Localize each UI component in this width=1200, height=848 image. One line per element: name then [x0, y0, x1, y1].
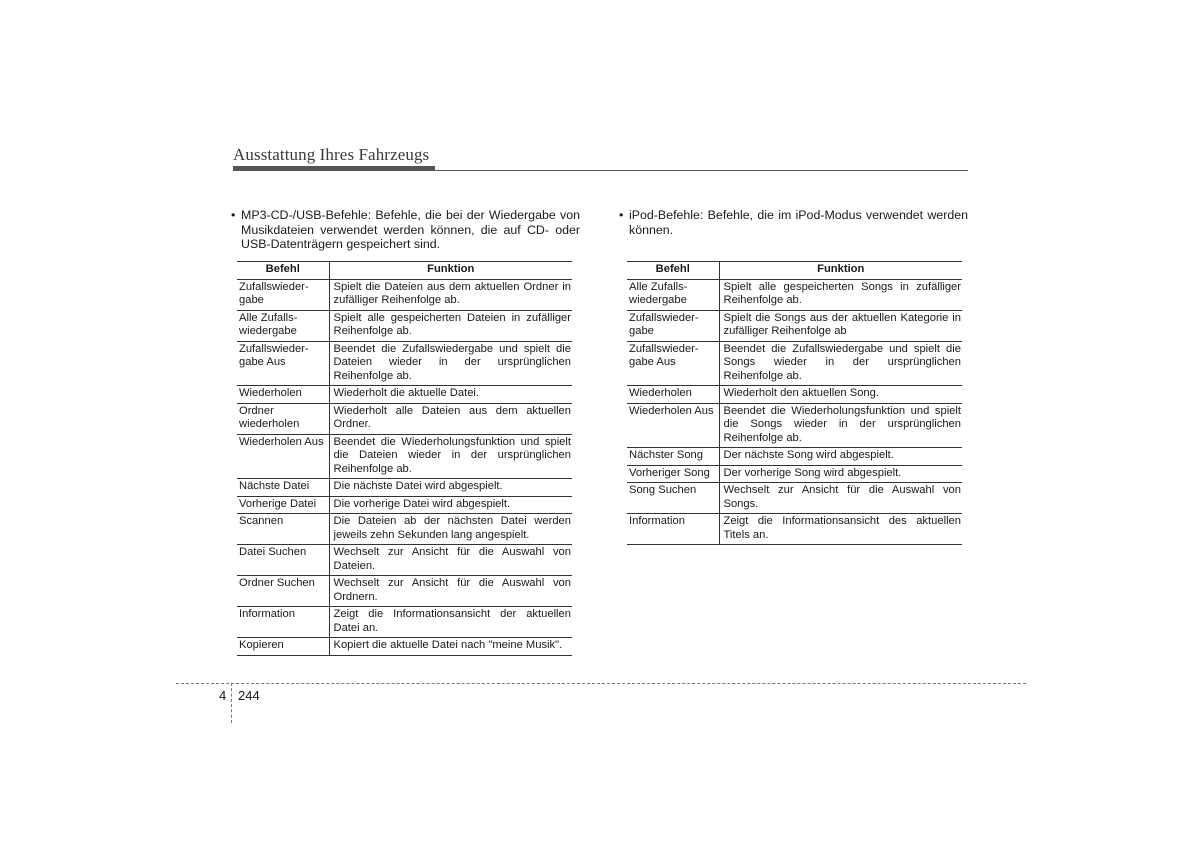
command-cell: Vorherige Datei: [237, 496, 329, 514]
function-cell: Kopiert die aktuelle Datei nach "meine Musik".: [329, 638, 572, 656]
table-row: [237, 279, 572, 310]
table-header-row: [237, 262, 572, 280]
function-cell: Spielt alle gespeicherten Dateien in zufälliger Reihenfolge ab.: [329, 310, 572, 341]
command-cell: Wiederholen Aus: [237, 434, 329, 479]
table-row: [627, 483, 962, 514]
command-cell: Datei Suchen: [237, 545, 329, 576]
command-cell: Wiederholen: [237, 386, 329, 404]
table-row: [237, 310, 572, 341]
table-row: [237, 496, 572, 514]
command-cell: Scannen: [237, 514, 329, 545]
table-row: [627, 514, 962, 545]
command-cell: Information: [237, 607, 329, 638]
command-cell: Information: [627, 514, 719, 545]
function-cell: Wechselt zur Ansicht für die Auswahl von Songs.: [719, 483, 962, 514]
function-cell: Wechselt zur Ansicht für die Auswahl von Dateien.: [329, 545, 572, 576]
header-rule: [233, 170, 968, 171]
command-cell: Alle Zufalls- wiedergabe: [627, 279, 719, 310]
function-cell: Spielt die Dateien aus dem aktuellen Ordner in zufälliger Reihenfolge ab.: [329, 279, 572, 310]
table-row: [627, 448, 962, 466]
function-cell: Wiederholt den aktuellen Song.: [719, 386, 962, 404]
page-header-title: Ausstattung Ihres Fahrzeugs: [233, 145, 430, 164]
table-row: [237, 638, 572, 656]
column-header-command: Befehl: [237, 262, 329, 280]
mp3-commands-table: [237, 261, 572, 656]
table-row: [627, 279, 962, 310]
column-header-function: Funktion: [329, 262, 572, 280]
command-cell: Zufallswieder- gabe: [237, 279, 329, 310]
function-cell: Die vorherige Datei wird abgespielt.: [329, 496, 572, 514]
column-header-command: Befehl: [627, 262, 719, 280]
ipod-commands-table: [627, 261, 962, 545]
function-cell: Wiederholt alle Dateien aus dem aktuellen Ordner.: [329, 403, 572, 434]
function-cell: Wechselt zur Ansicht für die Auswahl von Ordnern.: [329, 576, 572, 607]
command-cell: Alle Zufalls- wiedergabe: [237, 310, 329, 341]
mp3-intro-paragraph: [231, 208, 580, 252]
table-row: [237, 341, 572, 386]
footer-vertical-divider: [231, 683, 232, 723]
table-row: [237, 607, 572, 638]
command-cell: Zufallswieder- gabe: [627, 310, 719, 341]
function-cell: Spielt alle gespeicherten Songs in zufälliger Reihenfolge ab.: [719, 279, 962, 310]
function-cell: Beendet die Wiederholungsfunktion und spielt die Songs wieder in der ursprünglichen Reihenfolge ab.: [719, 403, 962, 448]
column-header-function: Funktion: [719, 262, 962, 280]
function-cell: Spielt die Songs aus der aktuellen Kategorie in zufälliger Reihenfolge ab: [719, 310, 962, 341]
table-row: [237, 545, 572, 576]
function-cell: Zeigt die Informationsansicht des aktuellen Titels an.: [719, 514, 962, 545]
bullet-marker: •: [231, 208, 236, 222]
function-cell: Wiederholt die aktuelle Datei.: [329, 386, 572, 404]
table-row: [627, 341, 962, 386]
function-cell: Die Dateien ab der nächsten Datei werden jeweils zehn Sekunden lang angespielt.: [329, 514, 572, 545]
function-cell: Beendet die Wiederholungsfunktion und spielt die Dateien wieder in der ursprünglichen Reihenfolge ab.: [329, 434, 572, 479]
footer-divider: [176, 683, 1026, 684]
command-cell: Zufallswieder- gabe Aus: [627, 341, 719, 386]
function-cell: Der vorherige Song wird abgespielt.: [719, 465, 962, 483]
ipod-intro-text: iPod-Befehle: Befehle, die im iPod-Modus verwendet werden können.: [629, 208, 968, 237]
ipod-intro-paragraph: [619, 208, 968, 237]
function-cell: Der nächste Song wird abgespielt.: [719, 448, 962, 466]
table-row: [237, 434, 572, 479]
table-row: [237, 514, 572, 545]
chapter-number: 4: [219, 688, 227, 703]
table-row: [627, 465, 962, 483]
bullet-marker: •: [619, 208, 624, 222]
table-row: [237, 386, 572, 404]
function-cell: Beendet die Zufallswiedergabe und spielt die Dateien wieder in der ursprünglichen Reihenfolge ab.: [329, 341, 572, 386]
command-cell: Wiederholen: [627, 386, 719, 404]
command-cell: Zufallswieder- gabe Aus: [237, 341, 329, 386]
command-cell: Nächste Datei: [237, 479, 329, 497]
command-cell: Song Suchen: [627, 483, 719, 514]
table-row: [237, 479, 572, 497]
table-row: [627, 310, 962, 341]
command-cell: Nächster Song: [627, 448, 719, 466]
function-cell: Zeigt die Informationsansicht der aktuellen Datei an.: [329, 607, 572, 638]
table-row: [627, 403, 962, 448]
command-cell: Ordner Suchen: [237, 576, 329, 607]
command-cell: Ordner wiederholen: [237, 403, 329, 434]
function-cell: Die nächste Datei wird abgespielt.: [329, 479, 572, 497]
table-row: [237, 576, 572, 607]
table-row: [627, 386, 962, 404]
table-header-row: [627, 262, 962, 280]
function-cell: Beendet die Zufallswiedergabe und spielt die Songs wieder in der ursprünglichen Reihenfolge ab.: [719, 341, 962, 386]
command-cell: Wiederholen Aus: [627, 403, 719, 448]
page-number: 244: [238, 688, 260, 703]
command-cell: Kopieren: [237, 638, 329, 656]
table-row: [237, 403, 572, 434]
command-cell: Vorheriger Song: [627, 465, 719, 483]
mp3-intro-text: MP3-CD-/USB-Befehle: Befehle, die bei der Wiedergabe von Musikdateien verwendet werden können, die auf CD- oder USB-Datenträgern gespeichert sind.: [241, 208, 580, 251]
